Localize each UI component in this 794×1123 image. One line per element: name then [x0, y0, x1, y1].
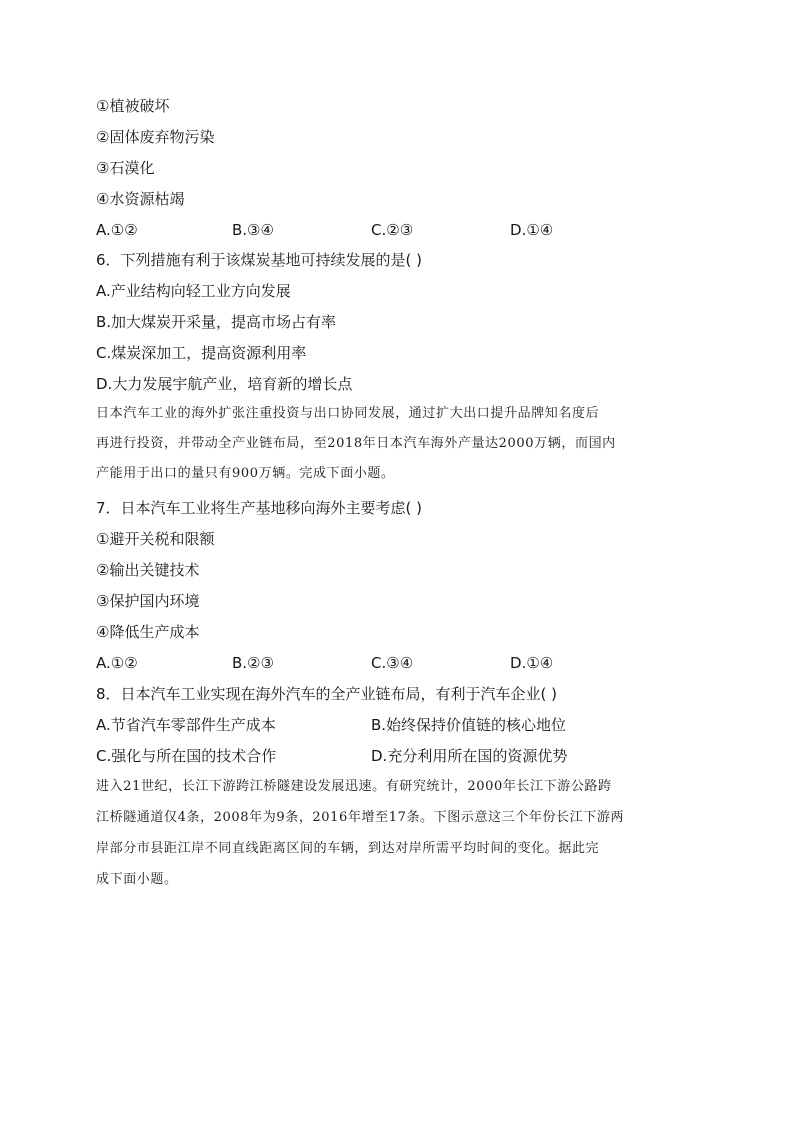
passage2-line-3: 岸部分市县距江岸不同直线距离区间的车辆，到达对岸所需平均时间的变化。据此完	[96, 841, 600, 856]
q7-option-c: C.③④	[371, 654, 414, 672]
q7-option-d: D.①④	[510, 654, 554, 672]
q5-option-c: C.②③	[371, 221, 414, 239]
q5-item-2: ②固体废弃物污染	[96, 128, 215, 146]
q7-stem: 7．日本汽车工业将生产基地移向海外主要考虑( )	[96, 499, 423, 517]
q8-option-a: A.节省汽车零部件生产成本	[96, 716, 276, 734]
q5-option-b: B.③④	[232, 221, 274, 239]
passage1-line-1: 日本汽车工业的海外扩张注重投资与出口协同发展，通过扩大出口提升品牌知名度后	[96, 406, 600, 421]
q6-option-a: A.产业结构向轻工业方向发展	[96, 282, 291, 300]
q5-item-3: ③石漠化	[96, 159, 155, 177]
q6-stem: 6．下列措施有利于该煤炭基地可持续发展的是( )	[96, 251, 423, 269]
q5-item-4: ④水资源枯竭	[96, 190, 185, 208]
q6-option-d: D.大力发展宇航产业，培育新的增长点	[96, 375, 353, 393]
passage1-line-2: 再进行投资，并带动全产业链布局，至2018年日本汽车海外产量达2000万辆，而国内	[96, 436, 616, 451]
q5-item-1: ①植被破坏	[96, 97, 170, 115]
q7-item-1: ①避开关税和限额	[96, 530, 215, 548]
q8-option-b: B.始终保持价值链的核心地位	[371, 716, 567, 734]
q8-stem: 8．日本汽车工业实现在海外汽车的全产业链布局，有利于汽车企业( )	[96, 685, 558, 703]
q8-option-c: C.强化与所在国的技术合作	[96, 747, 277, 765]
q7-option-a: A.①②	[96, 654, 138, 672]
passage2-line-1: 进入21世纪，长江下游跨江桥隧建设发展迅速。有研究统计，2000年长江下游公路跨	[96, 779, 612, 794]
q7-item-4: ④降低生产成本	[96, 623, 200, 641]
q7-item-3: ③保护国内环境	[96, 592, 200, 610]
passage2-line-2: 江桥隧通道仅4条，2008年为9条，2016年增至17条。下图示意这三个年份长江下游两	[96, 810, 625, 825]
passage1-line-3: 产能用于出口的量只有900万辆。完成下面小题。	[96, 466, 395, 481]
q6-option-b: B.加大煤炭开采量，提高市场占有率	[96, 313, 337, 331]
q6-option-c: C.煤炭深加工，提高资源利用率	[96, 344, 307, 362]
passage2-line-4: 成下面小题。	[96, 872, 178, 887]
q8-option-d: D.充分利用所在国的资源优势	[371, 747, 568, 765]
q7-option-b: B.②③	[232, 654, 274, 672]
q7-item-2: ②输出关键技术	[96, 561, 200, 579]
q5-option-d: D.①④	[510, 221, 554, 239]
q5-option-a: A.①②	[96, 221, 138, 239]
